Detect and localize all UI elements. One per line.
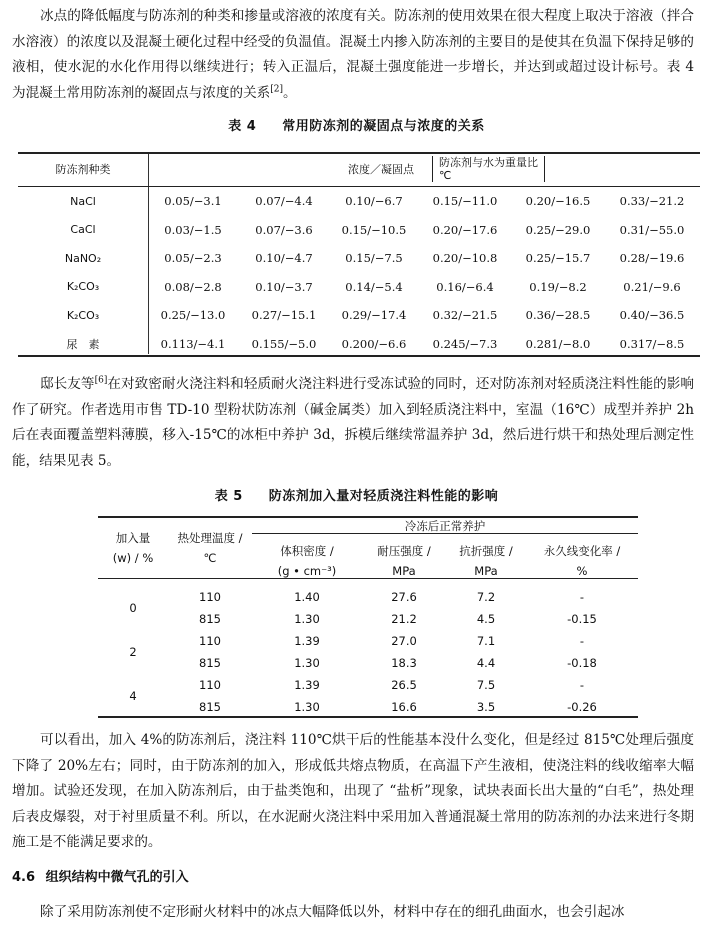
table-4-cell: 0.07/−3.6 [255,222,313,237]
table-4-cell: 0.32/−21.5 [432,308,498,323]
section-title: 组织结构中微气孔的引入 [45,870,189,885]
table-4-cell: 0.31/−55.0 [619,222,685,237]
table-4-header-concentration [148,152,418,187]
table-5-header-linear-change [526,536,638,586]
table-4-cell: 0.25/−29.0 [525,222,591,237]
table-4-number: 表 4 [228,119,257,134]
table-4 [18,152,700,358]
table-4-title: 常用防冻剂的凝固点与浓度的关系 [282,119,485,134]
table-4-cell: 0.03/−1.5 [164,222,222,237]
section-heading [12,866,189,885]
table-4-agent: NaNO₂ [64,251,102,265]
table-4-caption [0,115,713,134]
table-5-header-row-1 [98,518,638,536]
table-row [98,674,638,696]
table-4-cell: 0.155/−5.0 [251,336,317,351]
table-5-compressive: 21.2 [391,612,417,626]
table-4-cell: 0.20/−16.5 [525,194,591,209]
table-4-ratio-label: 防冻剂与水为重量比 [439,156,538,169]
table-row [18,330,700,359]
table-row [98,696,638,718]
table-5-compressive: 18.3 [391,656,417,670]
table-4-agent: K₂CO₃ [66,280,100,294]
table-5-header-temp-label: 热处理温度 / [177,531,243,545]
table-5-density: 1.30 [294,612,320,626]
table-5-compressive: 26.5 [391,678,417,692]
table-4-cell: 0.10/−6.7 [345,194,403,209]
table-row [18,244,700,273]
table-4-cell: 0.07/−4.4 [255,194,313,209]
table-5-caption [0,485,713,504]
table-4-cell: 0.25/−15.7 [525,251,591,266]
table-5-flexural: 3.5 [476,700,496,714]
table-4-cell: 0.21/−9.6 [623,279,681,294]
paragraph-4 [12,900,694,926]
table-5-header-compressive [362,536,446,586]
table-5-linear-change: - [579,678,585,692]
table-5-header-density-label: 体积密度 / [280,544,334,559]
table-5-density: 1.30 [294,700,320,714]
table-5-header-density-unit: (g • cm⁻³) [277,564,337,579]
table-5-flexural: 7.5 [476,678,496,692]
table-5-flexural: 4.4 [476,656,496,670]
table-4-agent: CaCl [70,223,96,237]
table-5-header-temp-unit: ℃ [203,551,217,565]
table-5-density: 1.30 [294,656,320,670]
table-5-header-amount-label: 加入量 [115,531,151,545]
table-row [98,586,638,608]
table-row [18,273,700,302]
table-4-cell: 0.15/−11.0 [432,194,498,209]
table-4-header-agent: 防冻剂种类 [18,152,148,187]
paragraph-1-text: 冰点的降低幅度与防冻剂的种类和掺量或溶液的浓度有关。防冻剂的使用效果在很大程度上取决于溶液（拌合水溶液）的浓度以及混凝土硬化过程中经受的负温值。混凝土内掺入防冻剂的主要目的是使其在负温下保持足够的液相，使水泥的水化作用得以继续进行；转入正温后，混凝土强度能进一步增长，并达到或超过设计标号。表 4 为混凝土常用防冻剂的凝固点与浓度的关系 [12,8,694,101]
table-5-linear-change: -0.26 [567,700,597,714]
table-4-cell: 0.245/−7.3 [432,336,498,351]
table-5-header-density [252,536,362,586]
table-4-cell: 0.28/−19.6 [619,251,685,266]
table-5-density: 1.39 [294,678,320,692]
paragraph-1 [12,4,694,106]
table-row [98,652,638,674]
table-5-header-group: 冷冻后正常养护 [404,519,486,533]
table-5-density: 1.40 [294,590,320,604]
table-5-header-flexural [446,536,526,586]
paragraph-4-text: 除了采用防冻剂使不定形耐火材料中的冰点大幅降低以外，材料中存在的细孔曲面水，也会引起冰 [40,904,625,920]
table-5-linear-change: - [579,590,585,604]
table-4-cell: 0.15/−7.5 [345,251,403,266]
table-4-body [18,187,700,359]
table-5-number: 表 5 [214,489,243,504]
table-row [18,187,700,216]
table-5-temp: 110 [199,634,221,648]
table-5-header-temp [168,518,252,586]
table-5-title: 防冻剂加入量对轻质浇注料性能的影响 [268,489,499,504]
table-4-cell: 0.33/−21.2 [619,194,685,209]
citation-2: [2] [270,83,284,94]
table-4-cell: 0.16/−6.4 [436,279,494,294]
table-4-cell: 0.05/−3.1 [164,194,222,209]
table-5-amount: 0 [129,601,137,615]
table-row [98,630,638,652]
citation-6: [6] [94,375,108,386]
table-4-cell: 0.10/−3.7 [255,279,313,294]
table-4-header-mid: 浓度／凝固点 [348,163,414,176]
table-5-flexural: 7.2 [476,590,496,604]
table-4-agent: 尿 素 [66,337,100,351]
table-5-temp: 815 [199,700,221,714]
table-4-cell: 0.200/−6.6 [341,336,407,351]
table-4-agent: K₂CO₃ [66,308,100,322]
table-4-cell: 0.25/−13.0 [160,308,226,323]
paragraph-3-text: 可以看出，加入 4%的防冻剂后，浇注料 110℃烘干后的性能基本没什么变化，但是经过 815℃处理后强度下降了 20%左右；同时，由于防冻剂的加入，形成低共熔点物质，在高温下产生液相，使浇注料的线收缩率大幅增加。试验还发现，在加入防冻剂后，由于盐类饱和，出现了 “盐析”现象，试块表面长出大量的“白毛”，热处理后表皮爆裂，对于衬里质量不利。所以，在水泥耐火浇注料中采用加入普通混凝土常用的防冻剂的办法来进行冬期施工是不能满足要求的。 [12,732,694,850]
table-4-cell: 0.20/−17.6 [432,222,498,237]
table-5-density: 1.39 [294,634,320,648]
table-row [18,301,700,330]
table-4-cell: 0.29/−17.4 [341,308,407,323]
table-4-ratio-unit: ℃ [439,169,452,182]
paragraph-2 [12,372,694,474]
table-4-cell: 0.15/−10.5 [341,222,407,237]
table-5-flexural: 7.1 [476,634,496,648]
paragraph-3 [12,728,694,856]
table-4-cell: 0.281/−8.0 [525,336,591,351]
table-4-cell: 0.113/−4.1 [160,336,226,351]
table-4-cell: 0.317/−8.5 [619,336,685,351]
table-4-cell: 0.14/−5.4 [345,279,403,294]
table-5-header-compressive-label: 耐压强度 / [377,544,431,559]
table-4-agent: NaCl [70,194,96,208]
table-4-ratio-bracket [432,156,545,182]
table-5-amount: 2 [129,645,137,659]
table-row [98,608,638,630]
table-5-header-linear-change-unit: % [576,564,588,579]
table-5-flexural: 4.5 [476,612,496,626]
table-4-cell: 0.10/−4.7 [255,251,313,266]
table-5-compressive: 16.6 [391,700,417,714]
table-5-header-compressive-unit: MPa [392,564,416,579]
table-5-temp: 110 [199,678,221,692]
table-5-header-flexural-unit: MPa [474,564,498,579]
table-5-linear-change: -0.15 [567,612,597,626]
table-5-temp: 110 [199,590,221,604]
paragraph-2-text-b: 在对致密耐火浇注料和轻质耐火浇注料进行受冻试验的同时，还对防冻剂对轻质浇注料性能的影响作了研究。作者选用市售 TD-10 型粉状防冻剂（碱金属类）加入到轻质浇注料中，室温（16℃）成型并养护 2h 后在表面覆盖塑料薄膜，移入-15℃的冰柜中养护 3d，拆模后继续常温养护 3d，然后进行烘干和热处理后测定性能，结果见表 5。 [12,376,695,469]
table-4-cell: 0.05/−2.3 [164,251,222,266]
table-5-compressive: 27.6 [391,590,417,604]
table-4-cell: 0.27/−15.1 [251,308,317,323]
table-5-linear-change: - [579,634,585,648]
table-5 [98,518,638,718]
table-5-temp: 815 [199,656,221,670]
table-row [18,216,700,245]
table-5-compressive: 27.0 [391,634,417,648]
section-number: 4.6 [12,870,36,885]
table-4-header-ratio [418,152,700,187]
table-4-cell: 0.20/−10.8 [432,251,498,266]
table-4-cell: 0.08/−2.8 [164,279,222,294]
table-4-header-row [18,152,700,187]
table-5-header-amount-unit: (w) / % [112,551,154,565]
table-5-amount: 4 [129,689,137,703]
table-4-cell: 0.36/−28.5 [525,308,591,323]
paragraph-1-end: 。 [283,84,297,101]
table-4-cell: 0.40/−36.5 [619,308,685,323]
table-4-cell: 0.19/−8.2 [529,279,587,294]
table-5-header-linear-change-label: 永久线变化率 / [543,544,621,559]
table-5-temp: 815 [199,612,221,626]
table-5-header-flexural-label: 抗折强度 / [459,544,513,559]
table-5-header-amount [98,518,168,586]
table-5-linear-change: -0.18 [567,656,597,670]
paragraph-2-text-a: 邸长友等 [40,376,95,392]
